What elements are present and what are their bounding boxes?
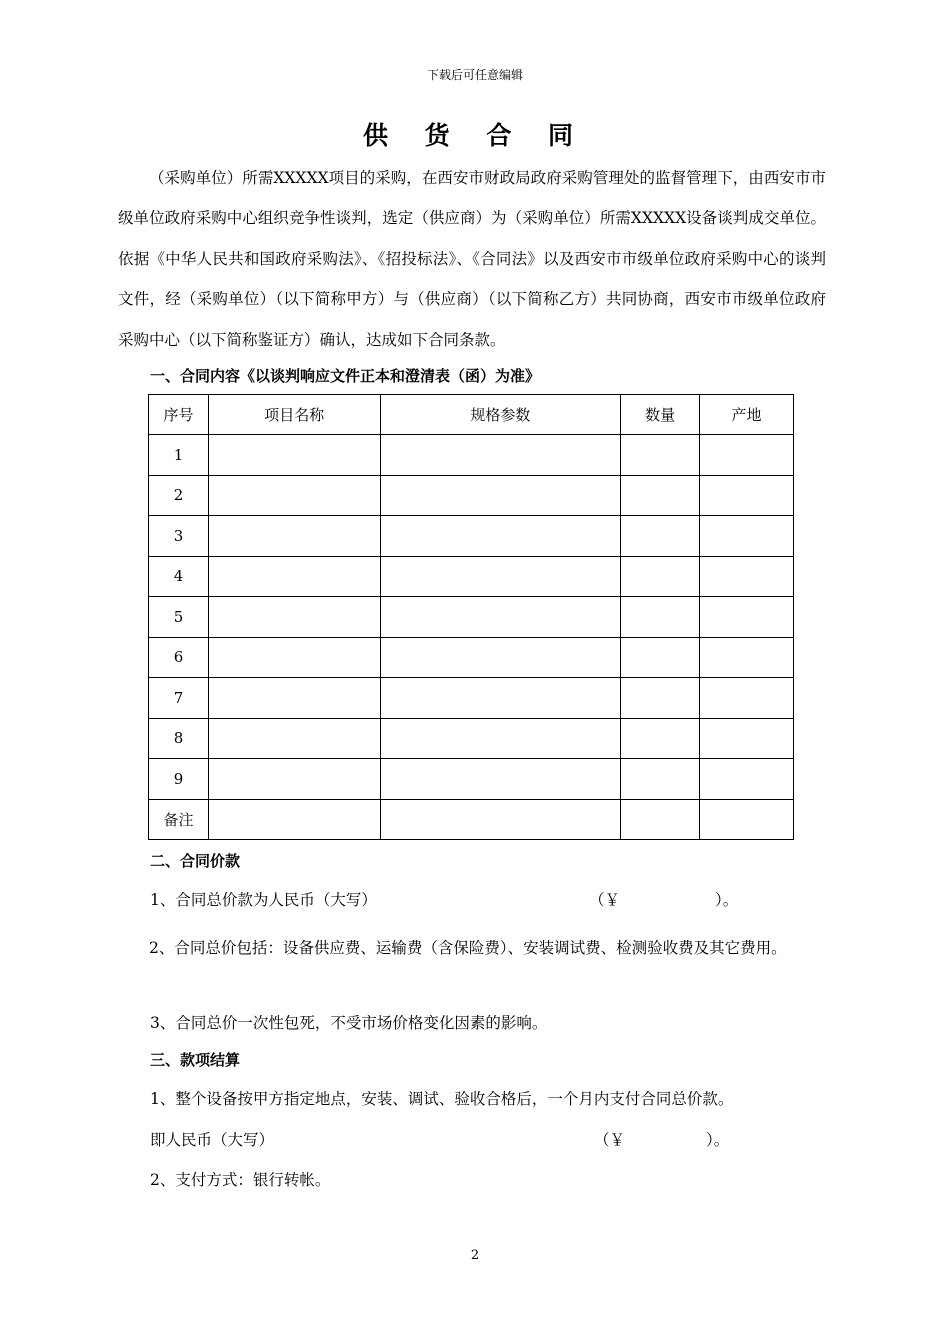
table-cell xyxy=(700,556,794,597)
table-row xyxy=(149,475,794,516)
table-cell xyxy=(380,475,621,516)
payment-amount-yen: （￥ xyxy=(594,1131,626,1149)
table-cell xyxy=(700,799,794,840)
table-cell xyxy=(380,597,621,638)
section-1-heading: 一、合同内容《以谈判响应文件正本和澄清表（函）为准》 xyxy=(150,367,541,385)
table-cell xyxy=(208,759,380,800)
table-cell xyxy=(380,678,621,719)
table-cell xyxy=(621,597,700,638)
table-cell xyxy=(208,718,380,759)
price-total-close: ）。 xyxy=(715,891,739,909)
table-cell xyxy=(380,556,621,597)
table-cell xyxy=(380,637,621,678)
table-cell: 7 xyxy=(149,678,209,719)
column-header-index: 序号 xyxy=(149,395,209,435)
table-cell xyxy=(621,678,700,719)
table-cell: 4 xyxy=(149,556,209,597)
table-cell xyxy=(208,435,380,476)
table-cell xyxy=(380,516,621,557)
table-row xyxy=(149,597,794,638)
payment-amount-line: 即人民币（大写） xyxy=(150,1131,275,1149)
table-cell xyxy=(380,435,621,476)
price-fixed-line: 3、合同总价一次性包死，不受市场价格变化因素的影响。 xyxy=(150,1014,548,1032)
column-header-spec: 规格参数 xyxy=(380,395,621,435)
table-cell: 2 xyxy=(149,475,209,516)
table-cell xyxy=(621,718,700,759)
table-cell: 3 xyxy=(149,516,209,557)
table-cell xyxy=(380,759,621,800)
table-row xyxy=(149,799,794,840)
table-cell xyxy=(208,799,380,840)
table-cell xyxy=(208,597,380,638)
table-cell xyxy=(700,678,794,719)
table-cell xyxy=(700,475,794,516)
table-cell xyxy=(380,799,621,840)
table-row xyxy=(149,435,794,476)
table-row xyxy=(149,556,794,597)
payment-amount-close: ）。 xyxy=(706,1131,730,1149)
column-header-quantity: 数量 xyxy=(621,395,700,435)
table-cell: 6 xyxy=(149,637,209,678)
table-cell xyxy=(621,475,700,516)
table-cell xyxy=(700,759,794,800)
payment-method-line: 2、支付方式：银行转帐。 xyxy=(150,1171,331,1189)
table-cell xyxy=(700,637,794,678)
table-cell xyxy=(621,556,700,597)
table-cell xyxy=(700,718,794,759)
section-3-heading: 三、款项结算 xyxy=(150,1051,241,1069)
table-cell: 备注 xyxy=(149,799,209,840)
table-cell xyxy=(208,556,380,597)
table-cell xyxy=(700,516,794,557)
table-row xyxy=(149,718,794,759)
table-row xyxy=(149,516,794,557)
table-cell: 8 xyxy=(149,718,209,759)
table-cell xyxy=(621,637,700,678)
table-cell xyxy=(700,597,794,638)
table-cell xyxy=(621,799,700,840)
price-total-line: 1、合同总价款为人民币（大写） xyxy=(150,891,377,909)
price-includes-line: 2、合同总价包括：设备供应费、运输费（含保险费）、安装调试费、检测验收费及其它费用。 xyxy=(149,939,787,957)
table-row xyxy=(149,759,794,800)
table-cell: 1 xyxy=(149,435,209,476)
table-cell xyxy=(208,516,380,557)
table-header-row xyxy=(149,395,794,435)
table-cell xyxy=(621,435,700,476)
intro-paragraph: （采购单位）所需XXXXX项目的采购，在西安市财政局政府采购管理处的监督管理下，由西安市市级单位政府采购中心组织竞争性谈判，选定（供应商）为（采购单位）所需XXXXX设备谈判成交单位。依据《中华人民共和国政府采购法》、《招投标法》、《合同法》以及西安市市级单位政府采购中心的谈判文件，经（采购单位）（以下简称甲方）与（供应商）（以下简称乙方）共同协商，西安市市级单位政府采购中心（以下简称鉴证方）确认，达成如下合同条款。 xyxy=(118,169,826,349)
page-number: 2 xyxy=(470,1248,480,1263)
column-header-origin: 产地 xyxy=(700,395,794,435)
table-cell xyxy=(208,475,380,516)
table-cell: 9 xyxy=(149,759,209,800)
contract-items-table xyxy=(148,394,794,840)
header-note: 下载后可任意编辑 xyxy=(426,68,523,82)
table-cell xyxy=(700,435,794,476)
table-cell xyxy=(380,718,621,759)
table-cell: 5 xyxy=(149,597,209,638)
table-cell xyxy=(208,637,380,678)
table-cell xyxy=(208,678,380,719)
table-row xyxy=(149,678,794,719)
payment-terms-line: 1、整个设备按甲方指定地点，安装、调试、验收合格后，一个月内支付合同总价款。 xyxy=(150,1090,734,1108)
table-row xyxy=(149,637,794,678)
column-header-item-name: 项目名称 xyxy=(208,395,380,435)
section-2-heading: 二、合同价款 xyxy=(150,852,241,870)
price-total-yen: （￥ xyxy=(589,891,621,909)
document-title: 供 货 合 同 xyxy=(362,121,588,150)
table-cell xyxy=(621,516,700,557)
table-cell xyxy=(621,759,700,800)
